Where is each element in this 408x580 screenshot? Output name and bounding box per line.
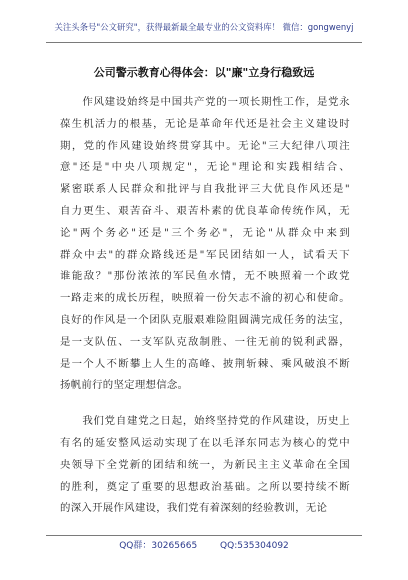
footer-divider [46,535,362,536]
text-line: 一路走来的成长历程，映照着一份矢志不渝的初心和使命。 [60,292,350,305]
paragraph [60,411,350,520]
text-line: 紧密联系人民群众和批评与自我批评三大优良作风还是" [60,183,350,196]
text-line: 自力更生、艰苦奋斗、艰苦朴素的优良革命传统作风，无 [60,204,350,217]
text-line: 央领导下全党新的团结和统一，为新民主主义革命在全国 [60,458,350,471]
text-line: 作风建设始终是中国共产党的一项长期性工作，是党永 [60,96,350,108]
text-line: 我们党自建党之日起，始终坚持党的作风建设，历史上 [60,415,350,428]
text-line: 有名的延安整风运动实现了在以毛泽东同志为核心的党中 [60,436,350,449]
text-line: 期，党的作风建设始终贯穿其中。无论"三大纪律八项注 [60,139,350,152]
header-divider [46,42,362,43]
text-line: 葆生机活力的根基，无论是革命年代还是社会主义建设时 [60,117,350,130]
footer-qq: QQ:535304092 [220,541,289,551]
text-line: 论"两个务必"还是"三个务必"，无论"从群众中来到 [60,226,350,239]
text-line: 意"还是"中央八项规定"，无论"理论和实践相结合、 [60,161,350,174]
text-line: 良好的作风是一个团队克服艰难险阻圆满完成任务的法宝， [60,313,350,326]
text-line: 的胜利，奠定了重要的思想政治基础。之所以要持续不断 [60,480,350,493]
header-note: 关注头条号"公文研究"，获得最新最全最专业的公文资料库！ 微信：gongwenyj [54,22,354,32]
text-line: 谁能敌？"那份浓浓的军民鱼水情，无不映照着一个政党 [60,270,350,283]
paragraph [60,92,350,397]
text-line: 扬帆前行的坚定理想信念。 [60,379,189,392]
text-line: 的深入开展作风建设，我们党有着深刻的经验教训，无论 [60,502,328,515]
text-line: 是一支队伍、一支军队克敌制胜、一往无前的锐利武器， [60,335,350,348]
text-line: 是一个人不断攀上人生的高峰、披荆斩棘、乘风破浪不断 [60,357,350,370]
footer-qq-group: QQ群：30265665 [119,541,198,551]
page-title: 公司警示教育心得体会：以"廉"立身行稳致远 [93,66,315,79]
text-line: 群众中去"的群众路线还是"军民团结如一人，试看天下 [60,248,350,261]
document-body [60,92,350,534]
footer [0,540,408,552]
